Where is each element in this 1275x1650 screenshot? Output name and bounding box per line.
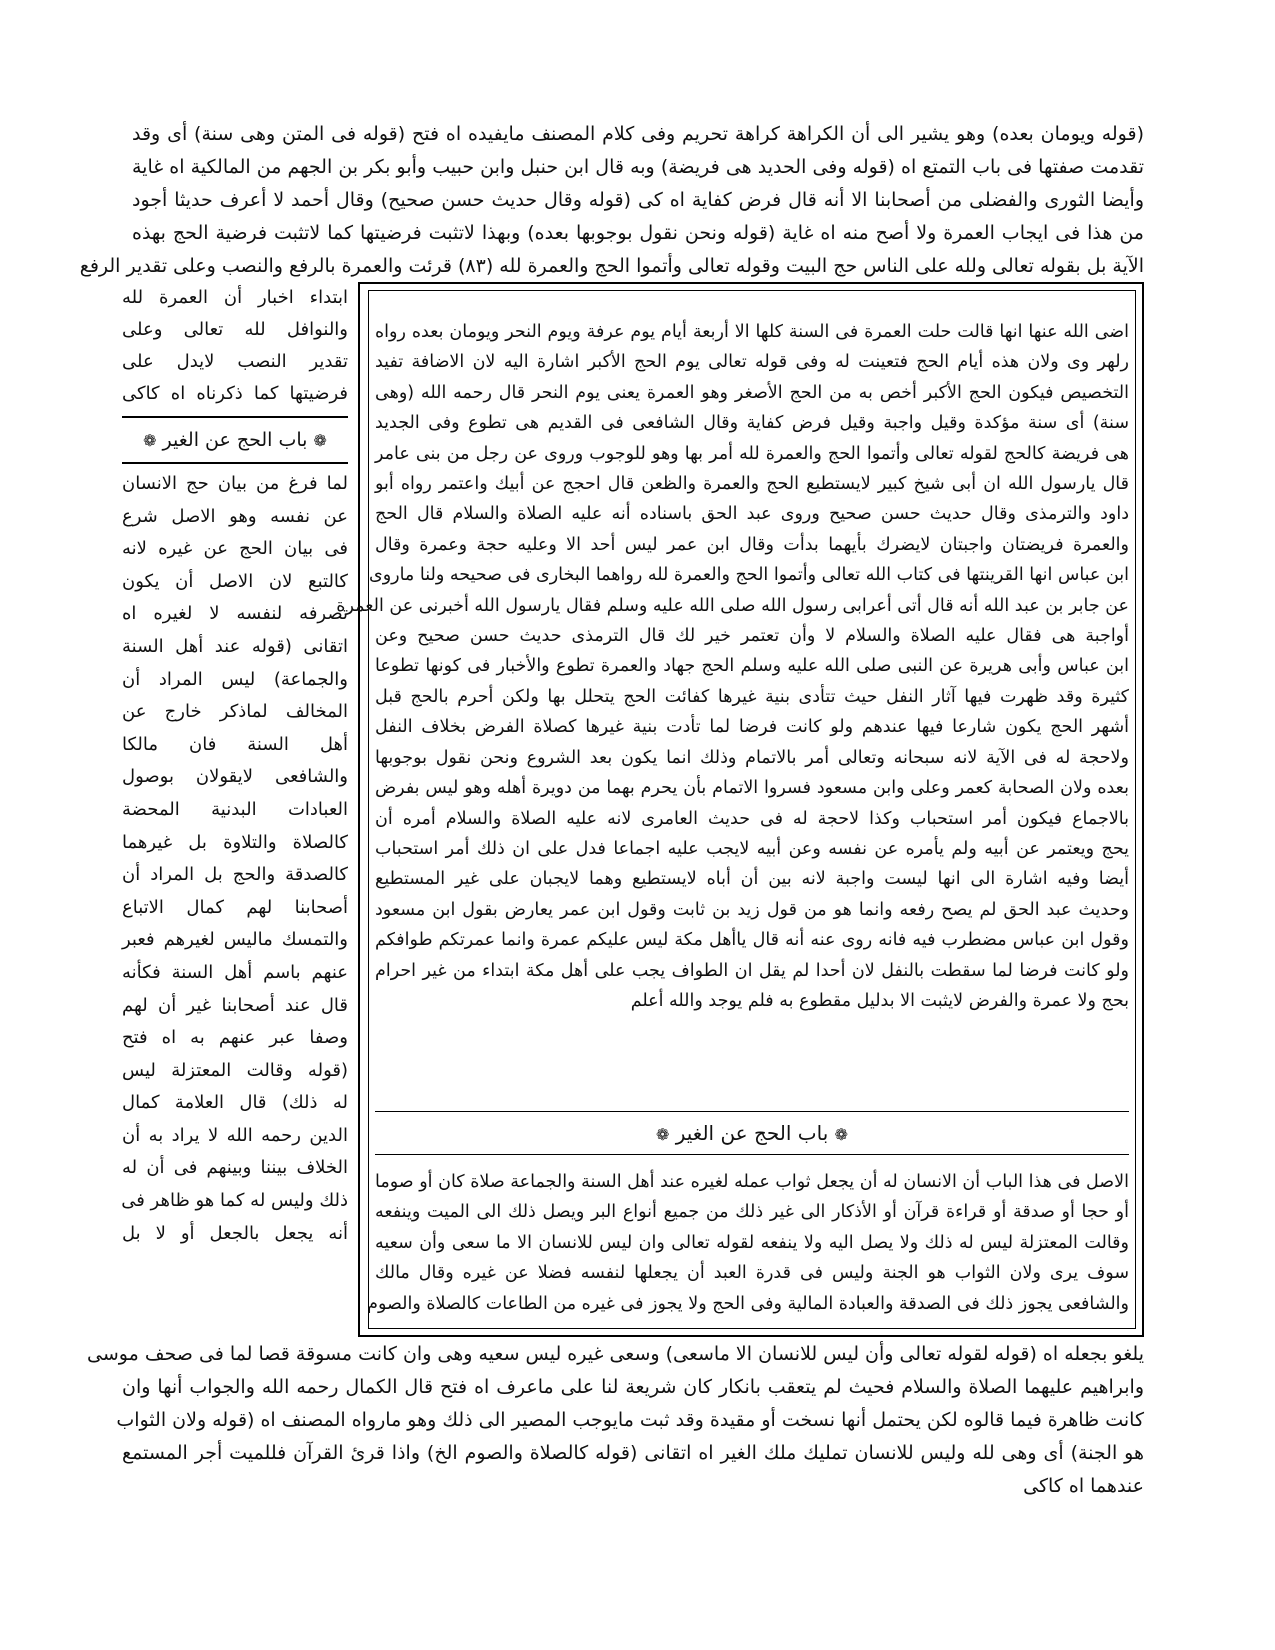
main-text-inner-frame — [336, 290, 1136, 1329]
side-line: كالتبع لان الاصل أن يكون — [122, 570, 348, 592]
side-line: (قوله وقالت المعتزلة ليس — [122, 1059, 348, 1081]
main-line: عن جابر بن عبد الله أنه قال أتى أعرابى رسول الله صلى الله عليه وسلم فقال يارسول الله أخبرنى عن العمرة — [336, 595, 1129, 616]
bottom-line: كانت ظاهرة فيما قالوه لكن يحتمل أنها نسخت أو مقيدة وقد ثبت مايوجب المصير الى ذلك وهو مارواه المصنف اه (قوله ولان الثواب — [116, 1409, 1144, 1431]
main-line: رلهر وى ولان هذه أيام الحج فتعينت له وفى قوله تعالى يوم الحج الأكبر اشارة اليه لان الاضافة تفيد — [375, 352, 1129, 373]
main-section-title-text: باب الحج عن الغير — [675, 1121, 829, 1145]
side-line: فى بيان الحج عن غيره لانه — [122, 538, 348, 560]
main-line: يحج ويعتمر عن أبيه ولم يأمره عن نفسه وعن أبيه لايجب عليه اجماعا فدل على ان ذلك أمر استحباب — [375, 838, 1129, 859]
main-line: هى فريضة كالحج لقوله تعالى وأتموا الحج والعمرة لله أمر بها وهو للوجوب وروى عن رجل من بنى عامر — [375, 443, 1129, 464]
side-line: أصحابنا لهم كمال الاتباع — [122, 896, 348, 918]
ornament-icon: ❁ — [313, 431, 327, 450]
top-line: (قوله ويومان بعده) وهو يشير الى أن الكراهة كراهة تحريم وفى كلام المصنف مايفيده اه فتح (قوله فى المتن وهى سنة) أى وقد — [132, 123, 1144, 145]
side-line: فرضيتها كما ذكرناه اه كاكى — [122, 383, 348, 404]
main-line: كثيرة وقد ظهرت فيها آثار النفل حيث تتأدى بنية غيرها كفائت الحج يتحلل بها ولكن أحرم بالحج قبل — [375, 686, 1129, 707]
side-line: الدين رحمه الله لا يراد به أن — [122, 1124, 348, 1146]
main-line: بحج ولا عمرة والفرض لايثبت الا بدليل مقطوع به فلم يوجد والله أعلم — [630, 990, 1129, 1011]
side-line: العبادات البدنية المحضة — [122, 798, 348, 820]
side-line: له ذلك) قال العلامة كمال — [122, 1092, 348, 1114]
main-line: وحديث عبد الحق لم يصح رفعه وانما هو من قول زيد بن ثابت وقول ابن عمر يعارض بقول ابن مسعود — [375, 899, 1129, 920]
side-line: كالصلاة والتلاوة بل غيرهما — [122, 831, 348, 853]
main-section-title — [375, 1111, 1129, 1155]
side-line: عنهم باسم أهل السنة فكأنه — [122, 961, 348, 983]
main-line: وقول ابن عباس مضطرب فيه فانه روى عنه أنه قال ياأهل مكة ليس عليكم عمرة وانما عمرتكم طوافكم — [375, 930, 1129, 951]
main-line: وقالت المعتزلة ليس له ذلك ولا يصل اليه ولا ينفعه لقوله تعالى وان ليس للانسان الا ما سعى وأن سعيه — [375, 1232, 1129, 1253]
top-line: وأيضا الثورى والفضلى من أصحابنا الا أنه قال فرض كفاية اه كى (قوله وقال حديث حسن صحيح) وقال أحمد لا أعرف حديثا أجود — [132, 189, 1144, 211]
side-line: تقدير النصب لايدل على — [122, 351, 348, 372]
main-text-block-2 — [367, 1167, 1129, 1319]
side-commentary — [122, 468, 348, 1250]
main-line: والشافعى يجوز ذلك فى الصدقة والعبادة المالية وفى الحج ولا يجوز فى غيره من الطاعات كالصلاة والصوم — [367, 1293, 1129, 1314]
side-line: والنوافل لله تعالى وعلى — [122, 319, 348, 340]
side-line: عن نفسه وهو الاصل شرع — [122, 505, 348, 527]
side-section-title-text: باب الحج عن الغير — [162, 429, 308, 451]
main-line: ولو كانت فرضا لما سقطت بالنفل لان أحدا لم يقل ان الطواف يجب على أهل مكة ابتداء من غير احرام — [375, 960, 1129, 981]
main-line: داود والترمذى وقال حديث حسن صحيح وروى عبد الحق باسناده أنه عليه الصلاة والسلام قال الحج — [375, 504, 1129, 525]
main-line: قال يارسول الله ان أبى شيخ كبير لايستطيع الحج والعمرة والظعن قال احجج عن أبيك واعتمر رواه أبو — [375, 474, 1129, 495]
main-line: ابن عباس انها القرينتها فى كتاب الله تعالى وأتموا الحج والعمرة لله رواهما البخارى فى صحيحه ولنا ماروى — [369, 565, 1129, 586]
ornament-icon: ❁ — [143, 431, 157, 450]
bottom-line: هو الجنة) أى وهى لله وليس للانسان تمليك ملك الغير اه اتقانى (قوله كالصلاة والصوم الخ) واذا قرئ القرآن فللميت أجر المستمع — [122, 1442, 1144, 1464]
main-line: بعده ولان الصحابة كعمر وعلى وابن مسعود فسروا الاتمام بأن يحرم بهما من دويرة أهله وهو ليس بفرض — [375, 778, 1129, 799]
ornament-icon: ❁ — [655, 1125, 670, 1144]
bottom-line: يلغو بجعله اه (قوله لقوله تعالى وأن ليس للانسان الا ماسعى) وسعى غيره ليس سعيه وهى وان كانت مسوقة قصا لما فى صحف موسى — [87, 1343, 1144, 1365]
top-line: من هذا فى ايجاب العمرة ولا أصح منه اه غاية (قوله ونحن نقول بوجوبها بعده) وبهذا لاتثبت فرضيتها كما لاتثبت فرضية الحج بهذه — [132, 222, 1144, 244]
main-line: أو حجا أو صدقة أو قراءة قرآن أو الأذكار الى غير ذلك من جميع أنواع البر ويصل ذلك الى الميت وينفعه — [375, 1202, 1129, 1223]
top-line: الآية بل بقوله تعالى ولله على الناس حج البيت وقوله تعالى وأتموا الحج والعمرة لله (٨٣) قرئت والعمرة بالرفع والنصب وعلى تقدير الرفع — [79, 255, 1144, 277]
main-line: ولاحجة له فى الآية لانه سبحانه وتعالى أمر بالاتمام وذلك انما يكون بعد الشروع ونحن نقول بوجوبها — [375, 747, 1129, 768]
top-commentary — [79, 118, 1144, 283]
main-line: ابن عباس وأبى هريرة عن النبى صلى الله عليه وسلم الحج جهاد والعمرة تطوع والأخبار فى كونها تطوعا — [375, 656, 1129, 677]
side-line: قال عند أصحابنا غير أن لهم — [122, 994, 348, 1016]
side-line: ابتداء اخبار أن العمرة لله — [122, 287, 348, 308]
main-line: أشهر الحج يكون شارعا فيها عندهم ولو كانت فرضا لما تأدت بنية غيرها كصلاة الفرض بخلاف النفل — [375, 717, 1129, 738]
main-text-frame — [336, 282, 1144, 1337]
side-line: والتمسك ماليس لغيرهم فعبر — [122, 929, 348, 951]
side-line: والجماعة) ليس المراد أن — [122, 668, 348, 690]
main-line: الاصل فى هذا الباب أن الانسان له أن يجعل ثواب عمله لغيره عند أهل السنة والجماعة صلاة كان أو صوما — [375, 1172, 1129, 1192]
side-commentary-top — [122, 282, 348, 410]
side-section-title — [122, 416, 348, 464]
side-line: تصرفه لنفسه لا لغيره اه — [122, 603, 348, 625]
main-line: اضى الله عنها انها قالت حلت العمرة فى السنة كلها الا أربعة أيام يوم عرفة ويوم النحر ويومان بعده رواه — [375, 322, 1129, 342]
main-line: سنة) أى سنة مؤكدة وقيل واجبة وقيل فرض كفاية وقال الشافعى فى القديم هى تطوع وفى الجديد — [375, 413, 1129, 434]
bottom-commentary — [87, 1338, 1144, 1503]
side-line: أهل السنة فان مالكا — [122, 733, 348, 755]
side-line: والشافعى لايقولان بوصول — [122, 766, 348, 788]
side-line: الخلاف بيننا وبينهم فى أن له — [122, 1157, 348, 1179]
top-line: تقدمت صفتها فى باب التمتع اه (قوله وفى الحديد هى فريضة) وبه قال ابن حنبل وابن حبيب وأبو بكر بن الجهم من المالكية اه غاية — [132, 156, 1144, 178]
main-line: أيضا وفيه اشارة الى انها ليست واجبة لانه بين أن أباه لايستطيع وهما لايجبان على غير المستطيع — [375, 869, 1129, 890]
side-line: اتقانى (قوله عند أهل السنة — [122, 635, 348, 657]
bottom-line: وابراهيم عليهما الصلاة والسلام فحيث لم يتعقب بانكار كان شريعة لنا على ماعرف اه فتح قال الكمال رحمه الله والجواب أنها وان — [122, 1376, 1144, 1398]
bottom-line: عندهما اه كاكى — [1023, 1475, 1144, 1497]
main-line: والعمرة فريضتان واجبتان لايضرك بأيهما بدأت وقال ابن عمر ليس أحد الا وعليه حجة وعمرة وقال — [375, 534, 1129, 555]
side-line: لما فرغ من بيان حج الانسان — [122, 473, 348, 494]
main-line: أواجبة هى فقال عليه الصلاة والسلام لا وأن تعتمر خير لك قال الترمذى حديث حسن صحيح وعن — [375, 626, 1129, 647]
side-line: ذلك وليس له كما هو ظاهر فى — [121, 1190, 348, 1212]
main-text-block — [336, 317, 1129, 1016]
side-line: أنه يجعل بالجعل أو لا بل — [122, 1222, 348, 1244]
side-line: وصفا عبر عنهم به اه فتح — [122, 1027, 348, 1049]
side-line: كالصدقة والحج بل المراد أن — [122, 864, 348, 886]
main-line: سوف يرى ولان الثواب هو الجنة وليس فى قدرة العبد أن يجعلها لنفسه فضلا عن غيره وقال مالك — [375, 1263, 1129, 1284]
ornament-icon: ❁ — [834, 1125, 849, 1144]
side-line: المخالف لماذكر خارج عن — [122, 701, 348, 723]
main-line: التخصيص فيكون الحج الأكبر أخص به من الحج الأصغر وهو العمرة يعنى يوم النحر قال رحمه الله (وهى — [375, 382, 1129, 403]
main-line: بالاجماع فيكون أمر استحباب وكذا لاحجة له فى حديث العامرى لانه عليه الصلاة والسلام أمره أن — [375, 808, 1129, 829]
